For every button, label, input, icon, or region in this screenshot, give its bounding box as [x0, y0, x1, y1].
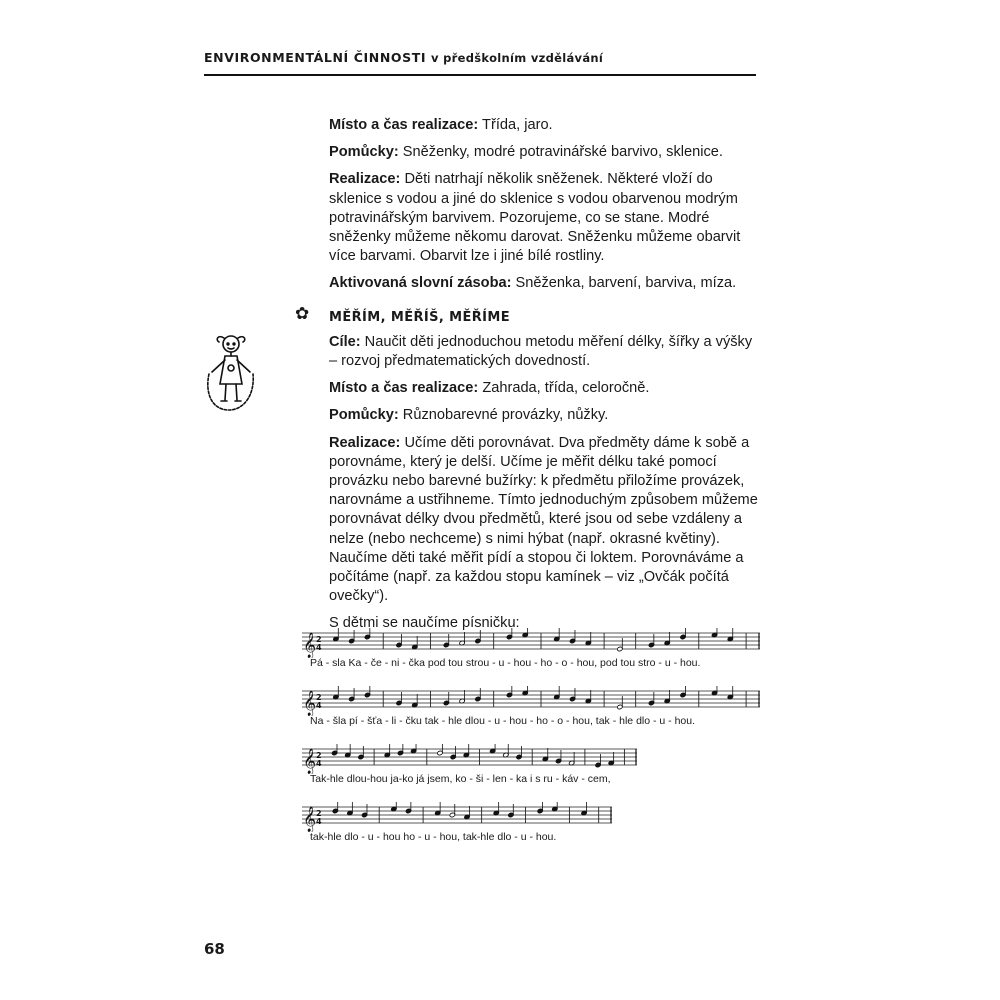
activity1-place	[329, 116, 763, 135]
girl-jump-rope-icon	[203, 330, 259, 414]
time-signature: 2	[316, 809, 322, 818]
text-realization: Učíme děti porovnávat. Dva předměty dáme k sobě a porovnáme, který je delší. Učíme je měřit délku také pomocí provázku nebo barevné bužírky: k předmětu přiložíme provázek, narovnáme a ustřihneme. Tímto jednoduchým způsobem můžeme porovnávat délky dvou předmětů, které jsou od sebe vzdáleny a nelze (nebo nechceme) s nimi hýbat (např. okrasné květiny). Naučíme děti také měřit pídí a stopou či loktem. Porovnáváme a počítáme (např. za každou stopu kamínek – viz „Ovčák počítá ovečky“).	[329, 434, 758, 605]
label-tools: Pomůcky:	[329, 144, 399, 161]
song-score	[302, 628, 762, 860]
label-goals: Cíle:	[329, 333, 361, 350]
treble-clef-icon: 𝄞	[303, 691, 317, 716]
label-vocab: Aktivovaná slovní zásoba:	[329, 275, 512, 292]
time-signature: 4	[316, 817, 322, 826]
staff-line	[302, 686, 762, 744]
time-signature: 2	[316, 693, 322, 702]
page-number: 68	[204, 940, 225, 958]
running-header	[204, 50, 756, 76]
text-place: Třída, jaro.	[478, 117, 553, 133]
activity2-goals	[329, 333, 763, 371]
text-tools: Různobarevné provázky, nůžky.	[398, 407, 609, 424]
staff-line	[302, 802, 762, 860]
time-signature: 2	[316, 635, 322, 644]
label-realization: Realizace:	[329, 171, 401, 188]
flower-bullet-icon: ✿	[295, 303, 310, 324]
time-signature: 4	[316, 701, 322, 710]
label-place: Místo a čas realizace:	[329, 117, 479, 133]
staff-notation	[302, 628, 762, 658]
label-tools: Pomůcky:	[329, 407, 399, 424]
label-place: Místo a čas realizace:	[329, 380, 479, 397]
time-signature: 4	[316, 759, 322, 768]
activity2-realization	[329, 434, 763, 607]
time-signature: 2	[316, 751, 322, 760]
treble-clef-icon: 𝄞	[303, 633, 317, 658]
activity2-tools	[329, 406, 763, 425]
treble-clef-icon: 𝄞	[303, 749, 317, 774]
text-place: Zahrada, třída, celoročně.	[478, 380, 650, 397]
treble-clef-icon: 𝄞	[303, 807, 317, 832]
staff-line	[302, 744, 762, 802]
activity1-tools	[329, 143, 763, 162]
activity1-vocab	[329, 274, 763, 293]
label-realization: Realizace:	[329, 434, 401, 451]
lyrics-line: Na - šla pí - šťa - li - čku tak - hle dlou - u - hou - ho - o - hou, tak - hle dlo - u - hou.	[310, 715, 696, 727]
staff-notation	[302, 686, 762, 716]
text-tools: Sněženky, modré potravinářské barvivo, sklenice.	[398, 144, 723, 161]
text-realization: Děti natrhají několik sněženek. Některé vloží do sklenice s vodou a jiné do sklenice s vodou obarvenou modrým potravinářským barvivem. Pozorujeme, co se stane. Modré sněženky můžeme někomu darovat. Sněženku můžeme obarvit více barvami. Obarvit lze i jiné bílé rostliny.	[329, 171, 741, 265]
text-vocab: Sněženka, barvení, barviva, míza.	[511, 275, 737, 292]
lyrics-line: Pá - sla Ka - če - ni - čka pod tou strou - u - hou - ho - o - hou, pod tou stro - u - hou.	[310, 657, 701, 669]
lyrics-line: Tak-hle dlou-hou ja-ko já jsem, ko - ši - len - ka i s ru - káv - cem,	[310, 773, 611, 785]
text-goals: Naučit děti jednoduchou metodu měření délky, šířky a výšky – rozvoj předmatematických dovedností.	[329, 333, 753, 370]
header-subtitle: v předškolním vzdělávání	[431, 51, 604, 65]
main-content	[295, 116, 763, 642]
activity2-title-text: MĚŘÍM, MĚŘÍŠ, MĚŘÍME	[329, 309, 511, 325]
lyrics-line: tak-hle dlo - u - hou ho - u - hou, tak-hle dlo - u - hou.	[310, 831, 557, 843]
staff-notation	[302, 744, 762, 774]
activity2-title	[295, 303, 763, 327]
staff-line	[302, 628, 762, 686]
song-intro: S dětmi se naučíme písničku:	[329, 615, 520, 632]
header-title	[204, 50, 603, 65]
header-title-main: ENVIRONMENTÁLNÍ ČINNOSTI	[204, 50, 427, 65]
staff-notation	[302, 802, 762, 832]
time-signature: 4	[316, 643, 322, 652]
activity1-realization	[329, 170, 763, 266]
activity2-place	[329, 379, 763, 398]
